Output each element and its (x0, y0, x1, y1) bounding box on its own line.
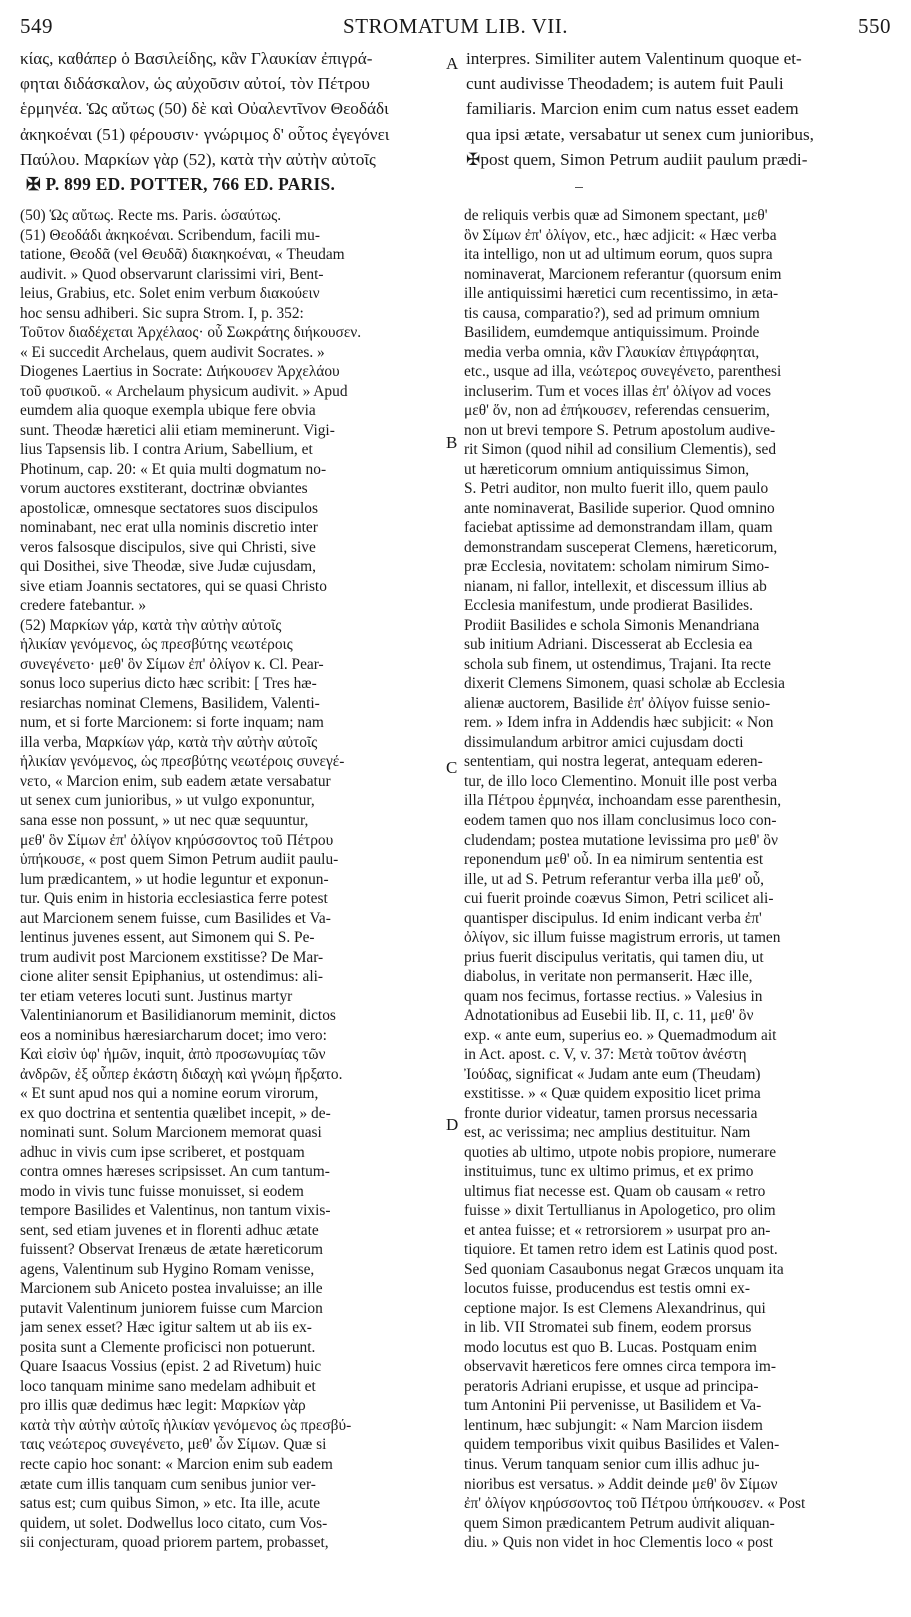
text-line: Valentinianorum et Basilidianorum meminit, dictos (20, 1007, 336, 1025)
text-line: tis causa, comparatio?), sed ad primum omnium (464, 304, 760, 322)
text-line: tiquiore. Et tamen retro idem est Latinis quod post. (464, 1241, 778, 1259)
text-line: Quare Isaacus Vossius (epist. 2 ad Rivetum) huic (20, 1358, 322, 1376)
text-line: lentinus juvenes essent, aut Simonem qui S. Pe- (20, 929, 315, 947)
text-line: in lib. VII Stromatei sub finem, eodem prorsus (464, 1319, 752, 1337)
text-line: qua ipsi ætate, versabatur ut senex cum junioribus, (466, 124, 814, 144)
text-line: ille antiquissimi hæretici cum recentissimo, in æta- (464, 285, 779, 303)
text-line: nominati sunt. Solum Marcionem memorat quasi (20, 1124, 322, 1142)
text-line: ὀλίγον, sic illum fuisse magistrum erroris, ut tamen (464, 929, 781, 947)
text-line: sana esse non possunt, » ut nec quæ sequuntur, (20, 811, 309, 829)
text-line: exstitisse. » « Quæ quidem expositio licet prima (464, 1085, 761, 1103)
text-line: « Ei succedit Archelaus, quem audivit Socrates. » (20, 343, 325, 361)
text-line: ultimus fiat necesse est. Quam ob causam « retro (464, 1182, 766, 1200)
text-line: hoc sensu adhiberi. Sic supra Strom. I, p. 352: (20, 304, 304, 322)
text-line: ἀκηκοέναι (51) φέρουσιν· γνώριμος δ' οὗτος ἐγεγόνει (20, 124, 390, 144)
text-line: sub initium Adriani. Discesserat ab Ecclesia ea (464, 636, 753, 654)
text-line: κατὰ τὴν αὐτὴν αὐτοῖς ἡλικίαν γενόμενος ὡς πρεσβύ- (20, 1416, 352, 1434)
text-line: illa Πέτρου ἑρμηνέα, inchoandam esse parenthesin, (464, 792, 782, 810)
text-line: exp. « ante eum, superius eo. » Quemadmodum ait (464, 1026, 777, 1044)
text-line: contra omnes hæreses scripsisset. An cum tantum- (20, 1163, 330, 1181)
text-line: (52) Μαρκίων γάρ, κατὰ τὴν αὐτὴν αὐτοῖς (20, 616, 282, 634)
text-line: ille, ut ad S. Petrum referantur verba illa μεθ' οὗ, (464, 870, 765, 888)
right-page-number: 550 (858, 14, 891, 38)
text-line: συνεγένετο· μεθ' ὃν Σίμων ἐπ' ὀλίγον κ. Cl. Pear- (20, 655, 324, 673)
text-line: resiarchas nominat Clemens, Basilidem, Valenti- (20, 694, 320, 712)
text-line: ut hæreticorum omnium antiquissimus Simon, (464, 460, 750, 478)
footnotes-left-column (20, 206, 440, 1553)
margin-marker-d: D (446, 1115, 459, 1134)
margin-marker-a: A (446, 54, 459, 73)
text-line: putavit Valentinum juniorem fuisse cum Marcion (20, 1299, 323, 1317)
text-line: adhuc in vivis cum ipse scriberet, et postquam (20, 1143, 305, 1161)
text-line: num, et si forte Marcionem: si forte inquam; nam (20, 714, 324, 732)
text-line: ὑπήκουσε, « post quem Simon Petrum audiit paulu- (20, 851, 339, 869)
text-line: illa verba, Μαρκίων γάρ, κατὰ τὴν αὐτὴν αὐτοῖς (20, 733, 318, 751)
text-line: tur. Quis enim in historia ecclesiastica ferre potest (20, 890, 328, 908)
text-line: eodem tamen quo nos illam conclusimus loco con- (464, 811, 777, 829)
text-line: ἡλικίαν γενόμενος, ὡς πρεσβύτης νεωτέροις συνεγέ- (20, 753, 345, 771)
text-line: lius Tapsensis lib. I contra Arium, Sabellium, et (20, 441, 313, 459)
text-line: quidem temporibus vixit quibus Basilides et Valen- (464, 1436, 780, 1454)
text-line: et antea fuisse; et « retrorsiorem » usurpat pro an- (464, 1221, 771, 1239)
text-line: nominaverat, Marcionem referantur (quorsum enim (464, 265, 782, 283)
text-line: sonus loco superius dicto hæc scribit: [ Tres hæ- (20, 675, 317, 693)
text-line: sunt. Theodæ hæretici alii etiam meminerunt. Vigi- (20, 421, 335, 439)
text-line: fuissent? Observat Irenæus de ætate hæreticorum (20, 1241, 324, 1259)
text-line: est, ac verissima; nec amplius destituitur. Nam (464, 1124, 751, 1142)
text-line: Marcionem sub Aniceto postea invaluisse; an ille (20, 1280, 323, 1298)
text-line: ætate cum illis tanquam cum senibus junior ver- (20, 1475, 316, 1493)
text-line: νετο, « Marcion enim, sub eadem ætate versabatur (20, 772, 331, 790)
text-line: Ἰούδας, significat « Judam ante eum (Theudam) (464, 1065, 761, 1083)
text-line: sii conjecturam, quoad priorem partem, probasset, (20, 1534, 329, 1552)
text-line: Diogenes Laertius in Socrate: Διήκουσεν Ἀρχελάου (20, 363, 340, 381)
text-line: lentinum, hæc subjungit: « Nam Marcion iisdem (464, 1416, 763, 1434)
text-line: tatione, Θεοδᾶ (vel Θευδᾶ) διακηκοέναι, « Theudam (20, 246, 345, 264)
text-line: apostolicæ, omnesque sectatores suos discipulos (20, 499, 318, 517)
running-title: STROMATUM LIB. VII. (343, 14, 568, 38)
running-header (20, 14, 891, 40)
left-page-number: 549 (20, 14, 53, 38)
text-line: cludendam; postea mutatione levissima pro μεθ' ὃν (464, 831, 778, 849)
text-line: μεθ' ὃν Σίμων ἐπ' ὀλίγον κηρύσσοντος τοῦ Πέτρου (20, 831, 334, 849)
text-line: interpres. Similiter autem Valentinum quoque et- (466, 49, 802, 68)
text-line: ταις νεώτερος συνεγένετο, μεθ' ὧν Σίμων. Quæ si (20, 1436, 327, 1454)
text-line: ex quo doctrina et sententia quælibet incepit, » de- (20, 1104, 331, 1122)
text-line: quam nos fecimus, fortasse rectius. » Valesius in (464, 987, 763, 1005)
text-line: Photinum, cap. 20: « Et quia multi dogmatum no- (20, 460, 327, 478)
text-line: ✠post quem, Simon Petrum audiit paulum prædi- (466, 149, 808, 169)
text-line: familiaris. Marcion enim cum natus esset eadem (466, 99, 799, 119)
text-line: leius, Grabius, etc. Solet enim verbum διακούειν (20, 285, 320, 303)
text-line: schola sub finem, ut ostendimus, Trajani. Ita recte (464, 655, 771, 673)
text-line: ὃν Σίμων ἐπ' ὀλίγον, etc., hæc adjicit: « Hæc verba (464, 226, 777, 244)
text-line: cui fuerit proinde coævus Simon, Petri scilicet ali- (464, 890, 774, 908)
text-line: faciebat aptissime ad demonstrandam illam, quam (464, 519, 773, 537)
text-line: sent, sed etiam juvenes et in florenti adhuc ætate (20, 1221, 319, 1239)
text-line: Sed quoniam Casaubonus negat Græcos unquam ita (464, 1260, 784, 1278)
text-line: sive etiam Joannis sectatores, qui se quasi Christo (20, 577, 327, 595)
text-line: modo locutus est quo B. Lucas. Postquam enim (464, 1338, 757, 1356)
text-line: ceptione major. Is est Clemens Alexandrinus, qui (464, 1299, 766, 1317)
text-line: in Act. apost. c. V, v. 37: Μετὰ τοῦτον ἀνέστη (464, 1046, 747, 1064)
text-line: Adnotationibus ad Eusebii lib. II, c. 11, μεθ' ὃν (464, 1007, 754, 1025)
text-line: jam senex esset? Hæc igitur saltem ut ab iis ex- (20, 1319, 312, 1337)
text-line: etc., usque ad illa, νεώτερος συνεγένετο, parenthesi (464, 363, 782, 381)
text-line: nianam, ni fallor, intellexit, et discessum illius ab (464, 577, 767, 595)
text-line: (50) Ὡς αὔτως. Recte ms. Paris. ὡσαύτως. (20, 207, 282, 224)
text-line: Παύλου. Μαρκίων γὰρ (52), κατὰ τὴν αὐτὴν αὐτοῖς (20, 149, 376, 169)
text-line: incluserim. Tum et voces illas ἐπ' ὀλίγον ad voces (464, 382, 771, 400)
margin-marker-b: B (446, 433, 458, 452)
text-line: præ Ecclesia, novitatem: scholam nimirum Simo- (464, 558, 770, 576)
text-line: dixerit Clemens Simonem, quasi scholæ ab Ecclesia (464, 675, 786, 693)
text-line: ἀνδρῶν, ἐξ οὗπερ ἑκάστη διδαχὴ καὶ γνώμη ἤρξατο. (20, 1065, 343, 1083)
text-line: reponendum μεθ' οὗ. In ea nimirum sententia est (464, 851, 764, 869)
text-line: rem. » Idem infra in Addendis hæc subjicit: « Non (464, 714, 774, 732)
text-line: qui Dosithei, sive Theodæ, sive Judæ cujusdam, (20, 558, 316, 576)
greek-text-column (20, 46, 440, 172)
text-line: Ecclesia manifestum, unde prodierat Basilides. (464, 597, 753, 615)
text-line: eos a nominibus hæresiarcharum docet; imo vero: (20, 1026, 327, 1044)
text-line: ἑρμηνέα. Ὡς αὔτως (50) δὲ καὶ Οὐαλεντῖνον Θεοδάδι (20, 99, 389, 119)
text-line: cunt audivisse Theodadem; is autem fuit Pauli (466, 74, 784, 94)
text-line: lum prædicantem, » ut hodie leguntur et exponun- (20, 870, 329, 888)
text-line: (51) Θεοδάδι ἀκηκοέναι. Scribendum, facili mu- (20, 226, 320, 244)
text-line: fuisse » dixit Tertullianus in Apologetico, pro olim (464, 1202, 776, 1220)
text-line: ἡλικίαν γενόμενος, ὡς πρεσβύτης νεωτέροις (20, 636, 293, 654)
text-line: S. Petri auditor, non multo fuerit illo, quem paulo (464, 480, 769, 498)
text-line: de reliquis verbis quæ ad Simonem spectant, μεθ' (464, 207, 768, 224)
text-line: recte capio hoc sonant: « Marcion enim sub eadem (20, 1456, 333, 1473)
text-line: audivit. » Quod observarunt clarissimi viri, Bent- (20, 265, 324, 283)
text-line: trum audivit post Marcionem exstitisse? De Mar- (20, 948, 324, 966)
text-line: ita intelligo, non ut ad ultimum eorum, quos supra (464, 246, 773, 264)
margin-marker-c: C (446, 758, 458, 777)
text-line: ἐπ' ὀλίγον κηρύσσοντος τοῦ Πέτρου ὑπήκουσεν. « Post (464, 1495, 806, 1513)
text-line: pro illis quæ dedimus hæc legit: Μαρκίων γὰρ (20, 1397, 306, 1415)
text-line: ut senex cum junioribus, » ut vulgo exponuntur, (20, 792, 315, 810)
text-line: veros falsosque discipulos, sive qui Christi, sive (20, 538, 316, 556)
text-line: loco tanquam minime sano medelam adhibuit et (20, 1377, 316, 1395)
text-line: instituimus, tunc ex ultimo primus, et ex primo (464, 1163, 754, 1181)
text-line: tum Antonini Pii pervenisse, ut Basilidem et Va- (464, 1397, 762, 1415)
text-line: tinus. Verum tanquam senior cum illis adhuc ju- (464, 1456, 760, 1473)
text-line: rit Simon (quod nihil ad consilium Clementis), sed (464, 441, 777, 459)
column-separator-rule (575, 187, 583, 188)
text-line: fronte durior videatur, tamen prorsus necessaria (464, 1104, 758, 1122)
text-line: nominabant, nec erat ulla nominis discretio inter (20, 519, 318, 537)
text-line: vorum auctores exstiterant, doctrinæ obviantes (20, 480, 308, 498)
text-line: posita sunt a Clemente proficisci non potuerunt. (20, 1338, 316, 1356)
footnotes-right-column (464, 206, 892, 1553)
text-line: quoties ab ultimo, utpote nobis propiore, numerare (464, 1143, 777, 1161)
text-line: quidem, ut solet. Dodwellus loco citato, cum Vos- (20, 1514, 328, 1532)
text-line: observavit hæreticos fere omnes circa tempora im- (464, 1358, 776, 1376)
text-line: Τοῦτον διαδέχεται Ἀρχέλαος· οὗ Σωκράτης διήκουσεν. (20, 324, 362, 342)
text-line: Καὶ εἰσὶν ὑφ' ἡμῶν, inquit, ἀπὸ προσωνυμίας τῶν (20, 1046, 326, 1064)
text-line: « Et sunt apud nos qui a nomine eorum virorum, (20, 1085, 319, 1103)
text-line: diu. » Quis non videt in hoc Clementis loco « post (464, 1534, 774, 1552)
text-line: non ut brevi tempore S. Petrum apostolum audive- (464, 421, 776, 439)
text-line: tur, de illo loco Clementino. Monuit ille post verba (464, 772, 778, 790)
text-line: ante nominaverat, Basilide superior. Quod omnino (464, 499, 775, 517)
text-line: φηται διδάσκαλον, ὡς αὐχοῦσιν αὐτοί, τὸν Πέτρου (20, 74, 370, 94)
text-line: nioribus est versatus. » Addit deinde μεθ' ὃν Σίμων (464, 1475, 778, 1493)
text-line: dissimulandum arbitror amici cujusdam docti (464, 733, 744, 751)
text-line: diabolus, in veritate non permanserit. Hæc ille, (464, 968, 753, 986)
text-line: prius fuerit discipulus veritatis, qui tamen diu, ut (464, 948, 764, 966)
text-line: alienæ auctorem, Basilide ἐπ' ὀλίγον fuisse senio- (464, 694, 771, 712)
text-line: agens, Valentinum sub Hygino Romam venisse, (20, 1260, 315, 1278)
text-line: Basilidem, eumdemque antiquissimum. Proinde (464, 324, 760, 342)
text-line: κίας, καθάπερ ὁ Βασιλείδης, κἂν Γλαυκίαν ἐπιγρά- (20, 49, 373, 68)
edition-reference: ✠ P. 899 ED. POTTER, 766 ED. PARIS. (26, 174, 336, 194)
text-line: modo in vivis tunc fuisse monuisset, si eodem (20, 1182, 304, 1200)
text-line: peratoris Adriani erupisse, et usque ad principa- (464, 1377, 759, 1395)
text-line: media verba omnia, κἂν Γλαυκίαν ἐπιγράφηται, (464, 343, 760, 361)
text-line: tempore Basilides et Valentinus, non tantum vixis- (20, 1202, 331, 1220)
text-line: quantisper discipulus. Id enim indicant verba ἐπ' (464, 909, 762, 927)
text-line: locutos fuisse, producendus est testis omni ex- (464, 1280, 750, 1298)
text-line: aut Marcionem senem fuisse, cum Basilides et Va- (20, 909, 331, 927)
text-line: ter etiam veteres locuti sunt. Justinus martyr (20, 987, 293, 1005)
text-line: cione aliter sensit Epiphanius, ut ostendimus: ali- (20, 968, 324, 986)
text-line: quem Simon prædicantem Petrum audivit aliquan- (464, 1514, 775, 1532)
text-line: sententiam, qui nostra legerat, antequam ederen- (464, 753, 763, 771)
text-line: τοῦ φυσικοῦ. « Archelaum physicum audivit. » Apud (20, 382, 348, 400)
text-line: credere fatebantur. » (20, 597, 147, 615)
text-line: μεθ' ὅν, non ad ἐπήκουσεν, referendas censuerim, (464, 402, 770, 420)
text-line: eumdem alia quoque exempla ubique fere obvia (20, 402, 316, 420)
latin-translation-column (466, 46, 892, 172)
text-line: demonstrandam susceperat Clemens, hæreticorum, (464, 538, 778, 556)
text-line: Prodiit Basilides e schola Simonis Menandriana (464, 616, 760, 634)
text-line: satus est; cum quibus Simon, » etc. Ita ille, acute (20, 1495, 321, 1513)
